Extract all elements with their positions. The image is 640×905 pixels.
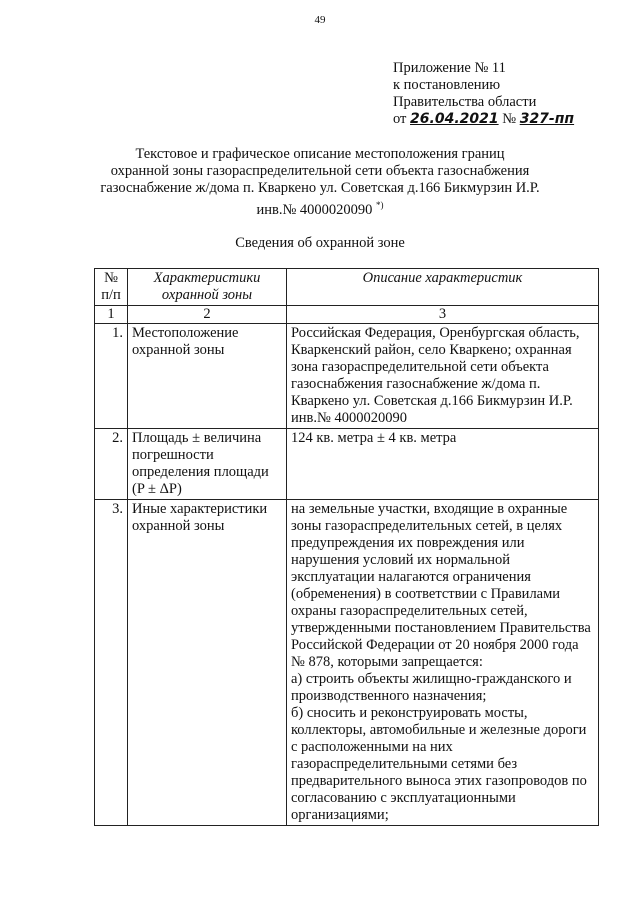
annex-line-3: Правительства области: [393, 94, 537, 110]
protection-zone-table: [94, 268, 599, 826]
row-description: 124 кв. метра ± 4 кв. метра: [287, 429, 599, 500]
header-description: Описание характеристик: [287, 269, 599, 306]
column-number-2: 2: [128, 306, 287, 324]
table-row: [95, 324, 599, 429]
title-line-3: газоснабжение ж/дома п. Кваркено ул. Советская д.166 Бикмурзин И.Р.: [100, 180, 540, 196]
annex-date-prefix: от: [393, 111, 407, 127]
title-line-4: [95, 197, 545, 219]
annex-line-1: Приложение № 11: [393, 60, 506, 76]
inventory-number: инв.№ 4000020090: [256, 201, 373, 218]
annex-number: 327-пп: [519, 111, 575, 127]
annex-block: [393, 60, 574, 128]
row-number: 1.: [95, 324, 128, 429]
table-row: [95, 429, 599, 500]
annex-number-sign: №: [502, 111, 517, 127]
footnote-mark: *): [376, 200, 384, 210]
header-number: № п/п: [95, 269, 128, 306]
row-number: 2.: [95, 429, 128, 500]
header-characteristic: Характеристики охранной зоны: [128, 269, 287, 306]
column-number-3: 3: [287, 306, 599, 324]
row-description: Российская Федерация, Оренбургская область, Кваркенский район, село Кваркено; охранная зона газораспределительной сети объекта газоснабжения газоснабжение ж/дома п. Кваркено ул. Советская д.166 Бикмурзин И.Р. инв.№ 4000020090: [287, 324, 599, 429]
table-header-row: [95, 269, 599, 306]
row-description: [287, 500, 599, 826]
annex-date: 26.04.2021: [410, 111, 499, 127]
row-number: 3.: [95, 500, 128, 826]
annex-date-line: [393, 111, 574, 128]
section-subtitle: Сведения об охранной зоне: [235, 235, 405, 251]
column-number-1: 1: [95, 306, 128, 324]
restrictions-intro: на земельные участки, входящие в охранные зоны газораспределительных сетей, в целях предупреждения их повреждения или нарушения условий их нормальной эксплуатации налагаются ограничения (обременения) в соответствии с Правилами охраны газораспределительных сетей, утвержденными постановлением Правительства Российской Федерации от 20 ноября 2000 года № 878, которыми запрещается:: [291, 501, 591, 670]
title-line-2: охранной зоны газораспределительной сети объекта газоснабжения: [110, 163, 530, 179]
annex-line-2: к постановлению: [393, 77, 501, 93]
column-number-row: [95, 306, 599, 324]
title-line-1: Текстовое и графическое описание местоположения границ: [135, 146, 505, 162]
row-characteristic: Площадь ± величина погрешности определения площади (P ± ΔP): [128, 429, 287, 500]
row-characteristic: Иные характеристики охранной зоны: [128, 500, 287, 826]
document-title: [95, 146, 545, 219]
restriction-item-a: а) строить объекты жилищно-гражданского и производственного назначения;: [291, 671, 572, 704]
page-number: 49: [314, 14, 326, 26]
table-row: [95, 500, 599, 826]
row-characteristic: Местоположение охранной зоны: [128, 324, 287, 429]
restriction-item-b: б) сносить и реконструировать мосты, коллекторы, автомобильные и железные дороги с расположенными на них газораспределительными сетями без предварительного выноса этих газопроводов по согласованию с эксплуатационными организациями;: [291, 705, 587, 823]
